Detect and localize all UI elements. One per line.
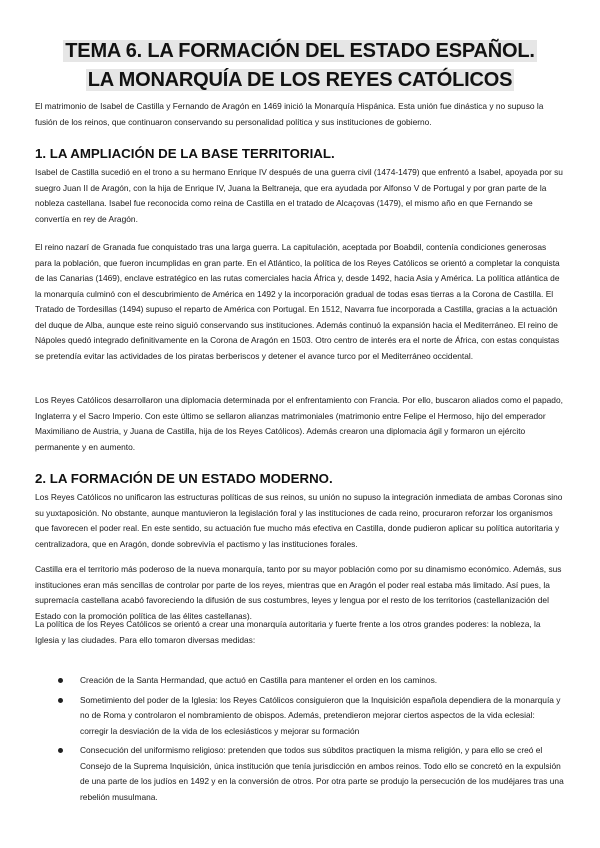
bullet-icon <box>58 698 63 703</box>
section-1-heading: 1. LA AMPLIACIÓN DE LA BASE TERRITORIAL. <box>35 146 335 161</box>
section-2-heading: 2. LA FORMACIÓN DE UN ESTADO MODERNO. <box>35 471 333 486</box>
list-item <box>35 673 565 689</box>
section-1-paragraph-2: El reino nazarí de Granada fue conquistado tras una larga guerra. La capitulación, aceptada por Boabdil, contenía condiciones generosas para la población, que fueron incumplidas en gran parte. En el Atlántico, la política de los Reyes Católicos se orientó a completar la conquista de las Canarias (1469), enclave estratégico en las rutas comerciales hacia África y, desde 1492, hacia Asia y América. La política atlántica de la monarquía culminó con el descubrimiento de América en 1492 y la incorporación gradual de todas esas tierras a la Corona de Castilla. El Tratado de Tordesillas (1494) supuso el reparto de América con Portugal. En 1512, Navarra fue incorporada a Castilla, gracias a la actuación del duque de Alba, aunque este reino siguió conservando sus instituciones. Además continuó la expansión hacia el Mediterráneo. El reino de Nápoles quedó integrado definitivamente en la Corona de Aragón en 1503. Otro centro de interés era el norte de África, con estas conquistas se pretendía evitar las actividades de los piratas berberiscos y detener el avance turco por el Mediterráneo occidental. <box>35 242 560 361</box>
section-2-paragraph-3: La política de los Reyes Católicos se orientó a crear una monarquía autoritaria y fuerte frente a los otros grandes poderes: la nobleza, la Iglesia y las ciudades. Para ello tomaron diversas medidas: <box>35 619 541 645</box>
bullet-icon <box>58 748 63 753</box>
page-title: TEMA 6. LA FORMACIÓN DEL ESTADO ESPAÑOL. LA MONARQUÍA DE LOS REYES CATÓLICOS <box>65 40 535 91</box>
list-item <box>35 743 565 805</box>
section-2-paragraph-1: Los Reyes Católicos no unificaron las estructuras políticas de sus reinos, su unión no supuso la integración inmediata de ambas Coronas sino su yuxtaposición. No obstante, aunque mantuvieron la legislación foral y las instituciones de cada reino, procuraron reforzar los organismos que favorecen el poder real. En este sentido, su actuación fue mucho más efectiva en Castilla, donde pudieron aplicar su política autoritaria y centralizadora, que en Aragón, donde sobrevivía el pactismo y las instituciones forales. <box>35 492 563 549</box>
measures-list <box>35 673 565 809</box>
intro-paragraph: El matrimonio de Isabel de Castilla y Fernando de Aragón en 1469 inició la Monarquía Hispánica. Esta unión fue dinástica y no supuso la fusión de los reinos, que continuaron conservando su personalidad política y sus instituciones de gobierno. <box>35 101 544 127</box>
section-2-paragraph-2: Castilla era el territorio más poderoso de la nueva monarquía, tanto por su mayor población como por su dinamismo económico. Además, sus instituciones eran más sencillas de controlar por parte de los reyes, mientras que en Aragón el poder real estaba más limitado. Así pues, la supremacía castellana acabó favoreciendo la difusión de sus costumbres, leyes y lengua por el resto de los territorios (castellanización del Estado con la promoción política de las élites castellanas). <box>35 564 562 621</box>
list-item-text: Sometimiento del poder de la Iglesia: los Reyes Católicos consiguieron que la Inquisición española dependiera de la monarquía y no de Roma y controlaron el nombramiento de obispos. Además, pretendieron mejorar ciertos aspectos de la vida eclesial: corregir la desviación de la vida de los eclesiásticos y mejorar su formación <box>80 694 561 736</box>
list-item-text: Consecución del uniformismo religioso: pretenden que todos sus súbditos practiquen la misma religión, y para ello se creó el Consejo de la Suprema Inquisición, única institución que tenía jurisdicción en ambos reinos. Todo ello se concretó en la expulsión de una parte de los judíos en 1492 y en la conversión de otros. Por otra parte se produjo la persecución de los mudéjares tras una rebelión musulmana. <box>80 745 564 802</box>
list-item <box>35 693 565 740</box>
section-1-paragraph-3: Los Reyes Católicos desarrollaron una diplomacia determinada por el enfrentamiento con Francia. Por ello, buscaron aliados como el papado, Inglaterra y el Sacro Imperio. Con este último se sellaron alianzas matrimoniales (matrimonio entre Felipe el Hermoso, hijo del emperador Maximiliano de Austria, y Juana de Castilla, hija de los Reyes Católicos). Además crearon una diplomacia ágil y formaron un ejército permanente y en aumento. <box>35 395 563 452</box>
title-container <box>60 37 540 95</box>
list-item-text: Creación de la Santa Hermandad, que actuó en Castilla para mantener el orden en los caminos. <box>80 675 438 685</box>
section-1-paragraph-1: Isabel de Castilla sucedió en el trono a su hermano Enrique IV después de una guerra civil (1474-1479) que enfrentó a Isabel, apoyada por su suegro Juan II de Aragón, con la hija de Enrique IV, Juana la Beltraneja, que era ayudada por Alfonso V de Portugal y por gran parte de la nobleza castellana. Isabel fue reconocida como reina de Castilla en el tratado de Alcaçovas (1479), el mismo año en que Fernando se convertía en rey de Aragón. <box>35 167 563 224</box>
bullet-icon <box>58 678 63 683</box>
